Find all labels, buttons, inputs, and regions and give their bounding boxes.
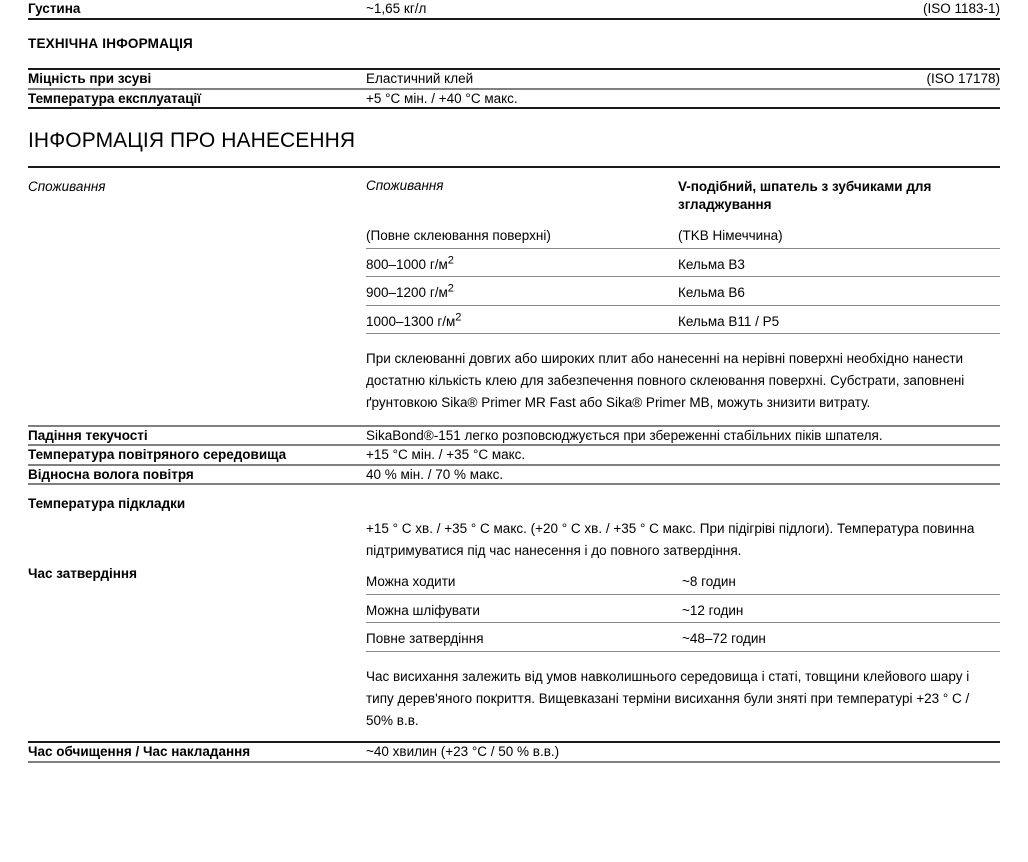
- consumption-amount: 1000–1300 $г/м^2$: [366, 311, 462, 329]
- curing-note: Час висихання залежить від умов навколишнього середовища і статі, товщини клейового шару і типу дерев'яного покриття. Вищевказані терміни висихання були зняті при температурі +23 ° C / 50% в.в.: [366, 668, 970, 728]
- row-value-cell: [366, 90, 832, 108]
- curing-stage-cell: [366, 568, 682, 594]
- trowel-type: Кельма B6: [678, 285, 745, 301]
- trowel-type: Кельма B11 / P5: [678, 313, 780, 329]
- table-row: [28, 90, 1000, 108]
- table-row: [28, 466, 1000, 484]
- subtable-subheader-row: [366, 217, 1000, 248]
- curing-time: ~8 годин: [682, 574, 736, 590]
- row-label-cell: [28, 466, 366, 484]
- curing-time: ~48–72 годин: [682, 631, 766, 647]
- table-row: [28, 446, 1000, 464]
- superscript-exponent: 2: [447, 282, 454, 295]
- consumption-note: При склеюванні довгих або широких плит або нанесенні на нерівні поверхні необхідно нанести достатню кількість клею для забезпечення повного склеювання поверхні. Субстрати, заповнені ґрунтовкою Sika® Primer MR Fast або Sika® Primer MB, можуть знизити витрату.: [366, 351, 965, 410]
- section-heading-application: ІНФОРМАЦІЯ ПРО НАНЕСЕННЯ: [28, 129, 356, 153]
- row-value-cell: [366, 466, 1000, 484]
- consumption-table: [28, 168, 1000, 424]
- row-ref-cell: [832, 90, 1000, 108]
- curing-time-cell: [682, 594, 1000, 623]
- curing-time: ~12 годин: [682, 602, 744, 618]
- curing-time-label: Час затвердіння: [28, 565, 137, 581]
- curing-stage: Повне затвердіння: [366, 631, 484, 647]
- trowel-type-cell: [672, 248, 1000, 277]
- table-row: [366, 248, 1000, 277]
- tool-column-header: V-подібний, шпатель з зубчиками для згладжування: [678, 179, 932, 213]
- table-row: [366, 277, 1000, 306]
- table-row: [28, 70, 1000, 88]
- table-row: [28, 0, 1000, 18]
- table-row: [28, 485, 1000, 741]
- ambient-temp-table: [28, 446, 1000, 464]
- row-label-cell: [28, 427, 366, 445]
- row-value-cell: [366, 743, 1000, 761]
- consumption-subtable: [366, 176, 1000, 334]
- humidity-table: [28, 466, 1000, 484]
- row-label-cell: [28, 90, 366, 108]
- curing-stage: Можна ходити: [366, 574, 456, 590]
- substrate-temp-value: +15 ° C хв. / +35 ° C макс. (+20 ° C хв. / +35 ° C макс. При підігріві підлоги). Температура повинна підтримуватися під час нанесення і до повного затвердіння.: [366, 521, 975, 559]
- table-row: [28, 427, 1000, 445]
- row-label-cell: [28, 485, 366, 741]
- consumption-subheader-cell: [366, 217, 672, 248]
- row-label-cell: [28, 0, 366, 18]
- standard-reference: (ISO 1183-1): [922, 1, 1000, 16]
- property-label: Температура повітряного середовища: [28, 447, 287, 463]
- property-label: Падіння текучості: [28, 427, 148, 443]
- consumption-amount-cell: [366, 305, 672, 334]
- subtable-header-row: [366, 176, 1000, 217]
- section-heading-technical: ТЕХНІЧНА ІНФОРМАЦІЯ: [28, 35, 193, 51]
- trowel-type: Кельма B3: [678, 256, 745, 272]
- property-value: ~40 хвилин (+23 °C / 50 % в.в.): [366, 744, 560, 760]
- row-label-cell: [28, 70, 366, 88]
- consumption-column-header: Споживання: [366, 178, 444, 194]
- property-value: +5 °C мін. / +40 °C макс.: [366, 90, 518, 106]
- table-row: [366, 594, 1000, 623]
- property-value: SikaBond®-151 легко розповсюджується при збереженні стабільних піків шпателя.: [366, 427, 883, 443]
- curing-time-cell: [682, 568, 1000, 594]
- trowel-type-cell: [672, 305, 1000, 334]
- consumption-amount: 800–1000 $г/м^2$: [366, 254, 454, 272]
- technical-table: [28, 70, 1000, 88]
- row-value-cell: [366, 0, 832, 18]
- row-ref-cell: [832, 70, 1000, 88]
- table-row: [28, 743, 1000, 761]
- property-value: ~1,65 кг/л: [366, 1, 427, 16]
- table-row: [28, 168, 1000, 424]
- curing-stage: Можна шліфувати: [366, 602, 480, 618]
- table-row: [366, 305, 1000, 334]
- consumption-detail-cell: [366, 168, 1000, 424]
- property-value: +15 °C мін. / +35 °C макс.: [366, 447, 526, 463]
- row-label-cell: [28, 446, 366, 464]
- consumption-amount-cell: [366, 277, 672, 306]
- superscript-exponent: 2: [447, 254, 454, 267]
- row-value-cell: [366, 70, 832, 88]
- row-value-cell: [366, 446, 1000, 464]
- curing-detail-cell: [366, 485, 1000, 741]
- tool-col-header-cell: [672, 176, 1000, 217]
- curing-subtable: [366, 568, 1000, 652]
- property-label: Густина: [28, 1, 81, 16]
- tool-subheader-cell: [672, 217, 1000, 248]
- curing-time-cell: [682, 623, 1000, 652]
- density-table: [28, 0, 1000, 18]
- property-label: Температура експлуатації: [28, 90, 202, 106]
- operating-temp-table: [28, 90, 1000, 108]
- curing-table: [28, 485, 1000, 741]
- substrate-temp-label: Температура підкладки: [28, 496, 186, 512]
- row-label-cell: [28, 168, 366, 424]
- property-label: Міцність при зсуві: [28, 71, 152, 87]
- consumption-label: Споживання: [28, 179, 106, 195]
- row-label-cell: [28, 743, 366, 761]
- consumption-amount: 900–1200 $г/м^2$: [366, 282, 454, 301]
- consumption-subheader: (Повне склеювання поверхні): [366, 228, 551, 244]
- property-value: 40 % мін. / 70 % макс.: [366, 466, 504, 482]
- superscript-exponent: 2: [455, 311, 462, 324]
- open-time-table: [28, 743, 1000, 761]
- standard-reference: (ISO 17178): [926, 71, 1000, 87]
- consumption-amount-cell: [366, 248, 672, 277]
- property-label: Час обчищення / Час накладання: [28, 744, 251, 760]
- sag-flow-table: [28, 427, 1000, 445]
- table-row: [366, 623, 1000, 652]
- property-label: Відносна волога повітря: [28, 466, 194, 482]
- trowel-type-cell: [672, 277, 1000, 306]
- consumption-col-header-cell: [366, 176, 672, 217]
- table-row: [366, 568, 1000, 594]
- row-ref-cell: [832, 0, 1000, 18]
- row-value-cell: [366, 427, 1000, 445]
- curing-stage-cell: [366, 594, 682, 623]
- property-value: Еластичний клей: [366, 71, 474, 87]
- divider: [28, 761, 1000, 763]
- tool-subheader: (TKB Німеччина): [678, 228, 783, 244]
- curing-stage-cell: [366, 623, 682, 652]
